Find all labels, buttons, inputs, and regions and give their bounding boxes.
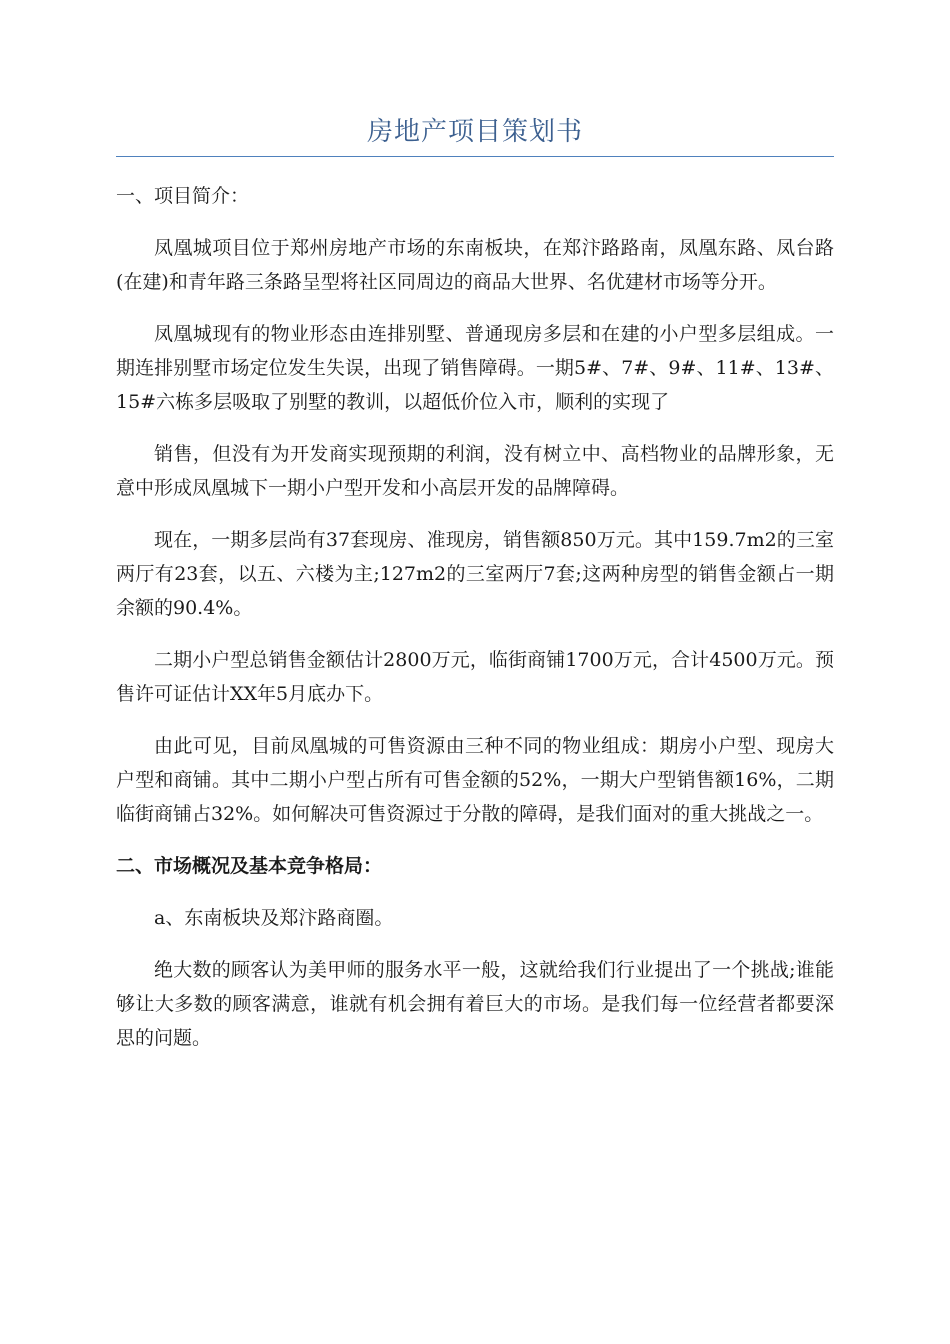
paragraph: 凤凰城现有的物业形态由连排别墅、普通现房多层和在建的小户型多层组成。一期连排别墅市场定位发生失误，出现了销售障碍。一期5#、7#、9#、11#、13#、15#六栋多层吸取了别墅的教训，以超低价位入市，顺利的实现了 <box>116 323 834 413</box>
paragraph: 由此可见，目前凤凰城的可售资源由三种不同的物业组成：期房小户型、现房大户型和商铺。其中二期小户型占所有可售金额的52%，一期大户型销售额16%，二期临街商铺占32%。如何解决可售资源过于分散的障碍，是我们面对的重大挑战之一。 <box>116 735 834 825</box>
section-heading-intro: 一、项目简介： <box>116 185 250 207</box>
paragraph: 二期小户型总销售金额估计2800万元，临街商铺1700万元，合计4500万元。预售许可证估计XX年5月底办下。 <box>116 649 834 705</box>
paragraph: 销售，但没有为开发商实现预期的利润，没有树立中、高档物业的品牌形象，无意中形成凤凰城下一期小户型开发和小高层开发的品牌障碍。 <box>116 443 834 499</box>
document-page <box>116 112 834 1073</box>
paragraph: 现在，一期多层尚有37套现房、准现房，销售额850万元。其中159.7m2的三室两厅有23套，以五、六楼为主;127m2的三室两厅7套;这两种房型的销售金额占一期余额的90.4%。 <box>116 529 834 619</box>
paragraph: 绝大数的顾客认为美甲师的服务水平一般，这就给我们行业提出了一个挑战;谁能够让大多数的顾客满意，谁就有机会拥有着巨大的市场。是我们每一位经营者都要深思的问题。 <box>116 959 834 1049</box>
section-heading-market: 二、市场概况及基本竞争格局： <box>116 855 383 877</box>
paragraph: 凤凰城项目位于郑州房地产市场的东南板块，在郑汴路路南，凤凰东路、凤台路(在建)和青年路三条路呈型将社区同周边的商品大世界、名优建材市场等分开。 <box>116 237 834 293</box>
subheading: a、东南板块及郑汴路商圈。 <box>154 907 394 929</box>
title-divider <box>116 156 834 157</box>
document-title: 房地产项目策划书 <box>366 117 583 147</box>
